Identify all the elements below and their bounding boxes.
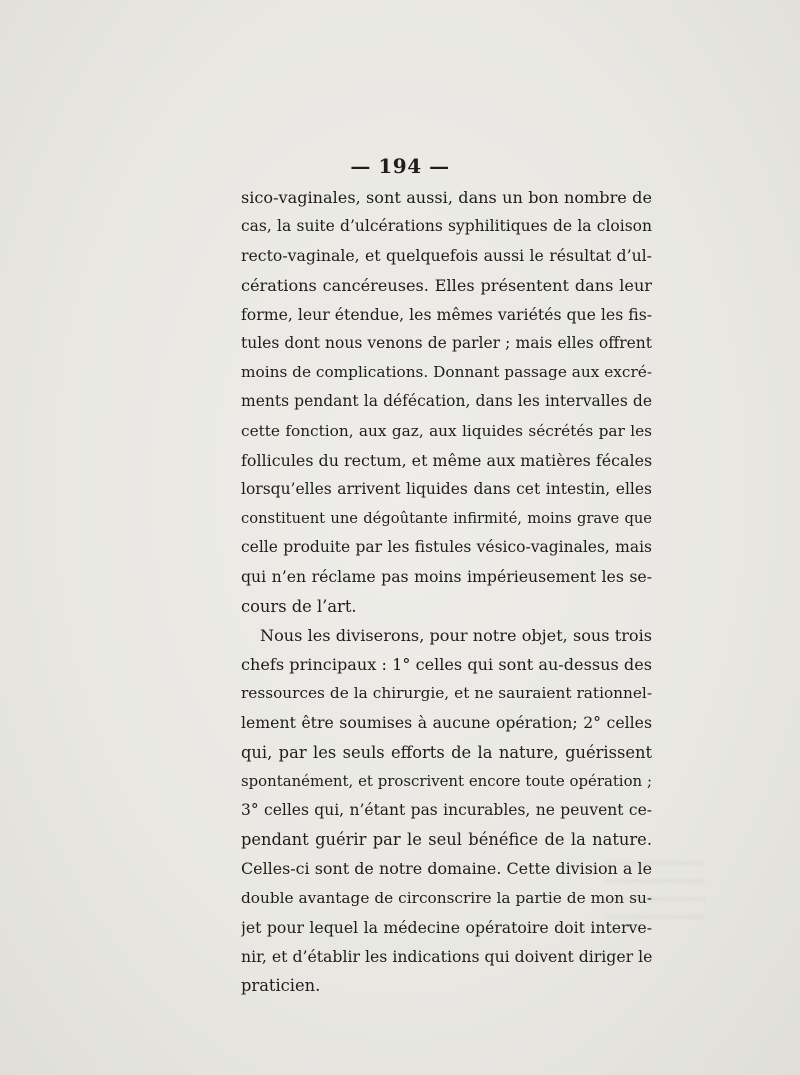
text-line: tules dont nous venons de parler ; mais elles offrent: [241, 333, 652, 352]
text-line: lement être soumises à aucune opération; 2° celles: [241, 713, 652, 733]
text-line: 3° celles qui, n’étant pas incurables, ne peuvent ce-: [241, 800, 652, 819]
body-text: [241, 183, 652, 1000]
text-line: recto-vaginale, et quelquefois aussi le résultat d’ul-: [241, 246, 652, 266]
text-line: qui n’en réclame pas moins impérieusement les se-: [241, 567, 652, 587]
text-line: cérations cancéreuses. Elles présentent dans leur: [241, 275, 652, 295]
page-number: — 194 —: [350, 154, 450, 178]
text-line: sico-vaginales, sont aussi, dans un bon nombre de: [241, 188, 652, 207]
text-line: constituent une dégoûtante infirmité, moins grave que: [241, 510, 652, 528]
text-line: cette fonction, aux gaz, aux liquides sécrétés par les: [241, 421, 652, 440]
paragraph-end-line: praticien.: [241, 976, 321, 996]
text-line: Celles-ci sont de notre domaine. Cette division a le: [241, 859, 652, 879]
text-line: spontanément, et proscrivent encore toute opération ;: [241, 771, 652, 790]
text-line: chefs principaux : 1° celles qui sont au-dessus des: [241, 655, 652, 674]
paragraph-end-line: cours de l’art.: [241, 596, 357, 616]
text-line: forme, leur étendue, les mêmes variétés que les fis-: [241, 304, 652, 324]
text-line: lorsqu’elles arrivent liquides dans cet intestin, elles: [241, 479, 652, 498]
text-line: pendant guérir par le seul bénéfice de la nature.: [241, 830, 652, 850]
text-line: celle produite par les fistules vésico-vaginales, mais: [241, 538, 652, 557]
text-line: ressources de la chirurgie, et ne sauraient rationnel-: [241, 684, 652, 703]
text-line: moins de complications. Donnant passage aux excré-: [241, 363, 652, 382]
paragraph-start-line: Nous les diviserons, pour notre objet, sous trois: [260, 625, 652, 645]
text-line: jet pour lequel la médecine opératoire doit interve-: [241, 917, 652, 937]
text-line: ments pendant la défécation, dans les intervalles de: [241, 392, 652, 411]
text-line: follicules du rectum, et même aux matières fécales: [241, 450, 652, 470]
text-line: cas, la suite d’ulcérations syphilitiques de la cloison: [241, 217, 652, 236]
text-line: double avantage de circonscrire la partie de mon su-: [241, 888, 652, 907]
text-line: nir, et d’établir les indications qui doivent diriger le: [241, 946, 652, 966]
text-line: qui, par les seuls efforts de la nature, guérissent: [241, 742, 652, 762]
